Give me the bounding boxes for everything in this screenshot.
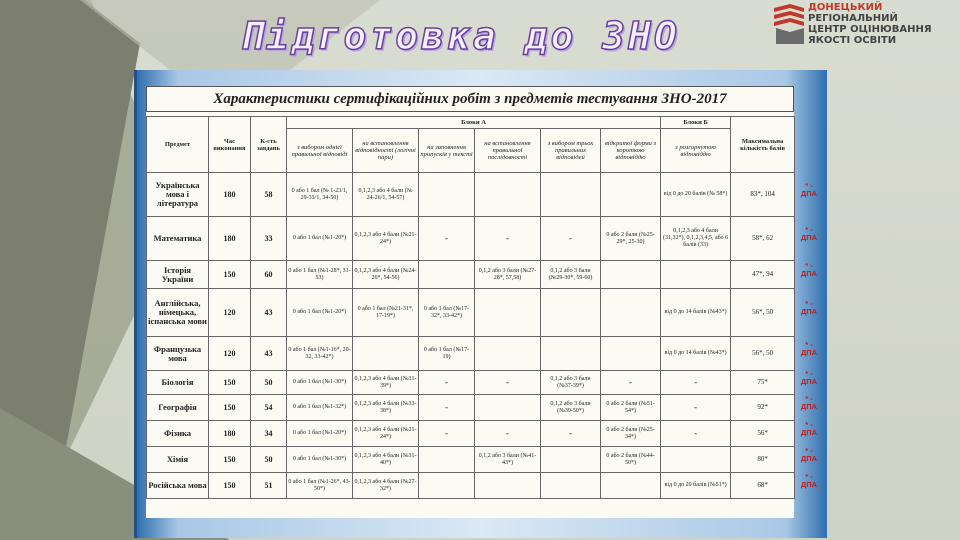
cell-a5 [541,173,601,217]
cell-b1 [601,261,661,289]
cell-a1: 0 або 1 бал (№1-32*) [287,395,353,421]
cell-count: 50 [251,371,287,395]
cell-a5: - [541,421,601,447]
cell-subject: Біологія [147,371,209,395]
header-max: Максимальна кількість балів [731,117,795,173]
cell-subject: Українська мова і література [147,173,209,217]
table-row [147,395,795,421]
header-count: К-сть завдань [251,117,287,173]
table-row [147,337,795,371]
dpa-note: * - ДПА [800,340,818,357]
cell-a3: - [419,371,475,395]
dpa-note: * - ДПА [800,181,818,198]
cell-subject: Історія України [147,261,209,289]
logo-mark-icon [772,2,806,46]
cell-a1: 0 або 1 бал (№1-30*) [287,447,353,473]
cell-subject: Французька мова [147,337,209,371]
cell-b2: - [661,421,731,447]
cell-a5 [541,337,601,371]
cell-count: 50 [251,447,287,473]
cell-a5: 0,1,2 або 3 бали (№29-30*, 59-60) [541,261,601,289]
cell-count: 43 [251,337,287,371]
cell-subject: Хімія [147,447,209,473]
cell-b2 [661,261,731,289]
cell-a3 [419,447,475,473]
cell-a1: 0 або 1 бал (№1-30*) [287,371,353,395]
cell-a4: - [475,371,541,395]
cell-b1 [601,473,661,499]
cell-max: 47*, 94 [731,261,795,289]
cell-a2: 0,1,2,3 або 4 бали (№33-38*) [353,395,419,421]
cell-a3: 0 або 1 бал (№17-32*, 33-42*) [419,289,475,337]
cell-a4: - [475,217,541,261]
cell-time: 150 [209,473,251,499]
dpa-note: * - ДПА [800,394,818,411]
cell-a1: 0 або 1 бал (№1-28*, 31-53) [287,261,353,289]
cell-a2: 0,1,2,3 або 4 бали (№21-24*) [353,421,419,447]
cell-a4 [475,289,541,337]
cell-time: 150 [209,371,251,395]
cell-a2: 0,1,2,3 або 4 бали (№21-24*) [353,217,419,261]
cell-count: 54 [251,395,287,421]
dpa-note: * - ДПА [800,369,818,386]
cell-count: 33 [251,217,287,261]
cell-count: 60 [251,261,287,289]
dpa-note: * - ДПА [800,299,818,316]
table-sheet [146,86,794,518]
cell-a1: 0 або 1 бал (№1-16*, 20-32, 33-42*) [287,337,353,371]
cell-a3: - [419,217,475,261]
cell-count: 51 [251,473,287,499]
cell-time: 180 [209,173,251,217]
logo-line: ЦЕНТР ОЦІНЮВАННЯ [808,24,932,35]
header-a3: на заповнення пропусків у тексті [419,129,475,173]
cell-b1: - [601,371,661,395]
logo-line: РЕГІОНАЛЬНИЙ [808,13,898,24]
cell-max: 92* [731,395,795,421]
table-row [147,289,795,337]
cell-a5: - [541,217,601,261]
cell-a5 [541,473,601,499]
cell-b1 [601,173,661,217]
cell-b1 [601,289,661,337]
cell-subject: Фізика [147,421,209,447]
cell-time: 120 [209,289,251,337]
cell-a2: 0,1,2,3 або 4 бали (№24-26*, 54-56) [353,261,419,289]
cell-a5 [541,447,601,473]
cell-time: 150 [209,261,251,289]
cell-count: 43 [251,289,287,337]
cell-a1: 0 або 1 бал (№1-20*) [287,289,353,337]
header-b2: з розгорнутою відповіддю [661,129,731,173]
cell-a1: 0 або 1 бал (№1-20*) [287,217,353,261]
header-b1: відкритої форми з короткою відповіддю [601,129,661,173]
cell-subject: Російська мова [147,473,209,499]
table-caption: Характеристики сертифікаційних робіт з предметів тестування ЗНО-2017 [146,86,794,112]
dpa-note: * - ДПА [800,261,818,278]
cell-subject: Географія [147,395,209,421]
cell-max: 80* [731,447,795,473]
table-row [147,217,795,261]
slide-title: Підготовка до ЗНО [240,14,680,58]
cell-b2 [661,447,731,473]
cell-b1: 0 або 2 бали (№44-50*) [601,447,661,473]
cell-max: 58*, 62 [731,217,795,261]
header-subject: Предмет [147,117,209,173]
table-row [147,447,795,473]
header-a4: на встановлення правильної послідовності [475,129,541,173]
dpa-note: * - ДПА [800,472,818,489]
cell-a4 [475,473,541,499]
cell-a2: 0,1,2,3 або 4 бали (№31-39*) [353,371,419,395]
table-row [147,173,795,217]
cell-a3 [419,261,475,289]
logo-text [808,2,932,46]
cell-max: 75* [731,371,795,395]
cell-a1: 0 або 1 бал (№ 1-23/1, 29-33/1, 34-50) [287,173,353,217]
cell-a3: - [419,421,475,447]
cell-a2 [353,337,419,371]
cell-a4 [475,395,541,421]
cell-b2: від 0 до 20 балів (№ 58*) [661,173,731,217]
cell-a4: - [475,421,541,447]
cell-b1: 0 або 2 бали (№25-34*) [601,421,661,447]
cell-a3 [419,173,475,217]
cell-a3: - [419,395,475,421]
cell-a2: 0,1,2,3 або 4 бали (№31-40*) [353,447,419,473]
cell-a4 [475,337,541,371]
cell-a4 [475,173,541,217]
header-time: Час виконання [209,117,251,173]
cell-max: 56*, 50 [731,337,795,371]
cell-a1: 0 або 1 бал (№1-26*, 43-50*) [287,473,353,499]
dpa-note: * - ДПА [800,225,818,242]
header-a5: з вибором трьох правильних відповідей [541,129,601,173]
cell-time: 180 [209,421,251,447]
table-row [147,421,795,447]
cell-count: 34 [251,421,287,447]
cell-b2: 0,1,2,3 або 4 бали (31,32*), 0,1,2,3,4,5, або 6 балів (33) [661,217,731,261]
cell-a2: 0,1,2,3 або 4 бали (№ 24-26/1, 54-57) [353,173,419,217]
cell-b2: від 0 до 20 балів (№51*) [661,473,731,499]
table-row [147,261,795,289]
cell-time: 180 [209,217,251,261]
dpa-note: * - ДПА [800,446,818,463]
dpa-note: * - ДПА [800,420,818,437]
logo-line: ЯКОСТІ ОСВІТИ [808,35,897,46]
cell-b1: 0 або 2 бали (№25-29*, 25-30) [601,217,661,261]
cell-max: 68* [731,473,795,499]
header-a1: з вибором однієї правильної відповіді [287,129,353,173]
cell-time: 120 [209,337,251,371]
table-row [147,371,795,395]
cell-time: 150 [209,395,251,421]
cell-a2: 0 або 1 бал (№21-31*, 17-19*) [353,289,419,337]
cell-subject: Англійська, німецька, іспанська мови [147,289,209,337]
cell-count: 58 [251,173,287,217]
header-group-b: Блоки Б [661,117,731,129]
cell-b2: від 0 до 14 балів (№43*) [661,289,731,337]
cell-a5: 0,1,2 або 3 бали (№37-39*) [541,371,601,395]
cell-b2: - [661,395,731,421]
cell-max: 56*, 50 [731,289,795,337]
header-group-a: Блоки А [287,117,661,129]
cell-a3: 0 або 1 бал (№17-19) [419,337,475,371]
cell-a1: 0 або 1 бал (№1-20*) [287,421,353,447]
cell-a3 [419,473,475,499]
cell-b1 [601,337,661,371]
table-row [147,473,795,499]
cell-max: 56* [731,421,795,447]
cell-a5: 0,1,2 або 3 бали (№39-50*) [541,395,601,421]
cell-a4: 0,1,2 або 3 бали (№27-28*, 57,58) [475,261,541,289]
cell-b1: 0 або 2 бали (№51-54*) [601,395,661,421]
cell-subject: Математика [147,217,209,261]
cell-a4: 0,1,2 або 3 бали (№41-43*) [475,447,541,473]
cell-a2: 0,1,2,3 або 4 бали (№27-32*) [353,473,419,499]
exam-characteristics-table [146,116,795,499]
logo [772,2,958,62]
cell-b2: - [661,371,731,395]
logo-line: ДОНЕЦЬКИЙ [808,2,883,13]
cell-a5 [541,289,601,337]
cell-b2: від 0 до 14 балів (№43*) [661,337,731,371]
header-a2: на встановлення відповідності (логічні пари) [353,129,419,173]
cell-time: 150 [209,447,251,473]
cell-max: 83*, 104 [731,173,795,217]
